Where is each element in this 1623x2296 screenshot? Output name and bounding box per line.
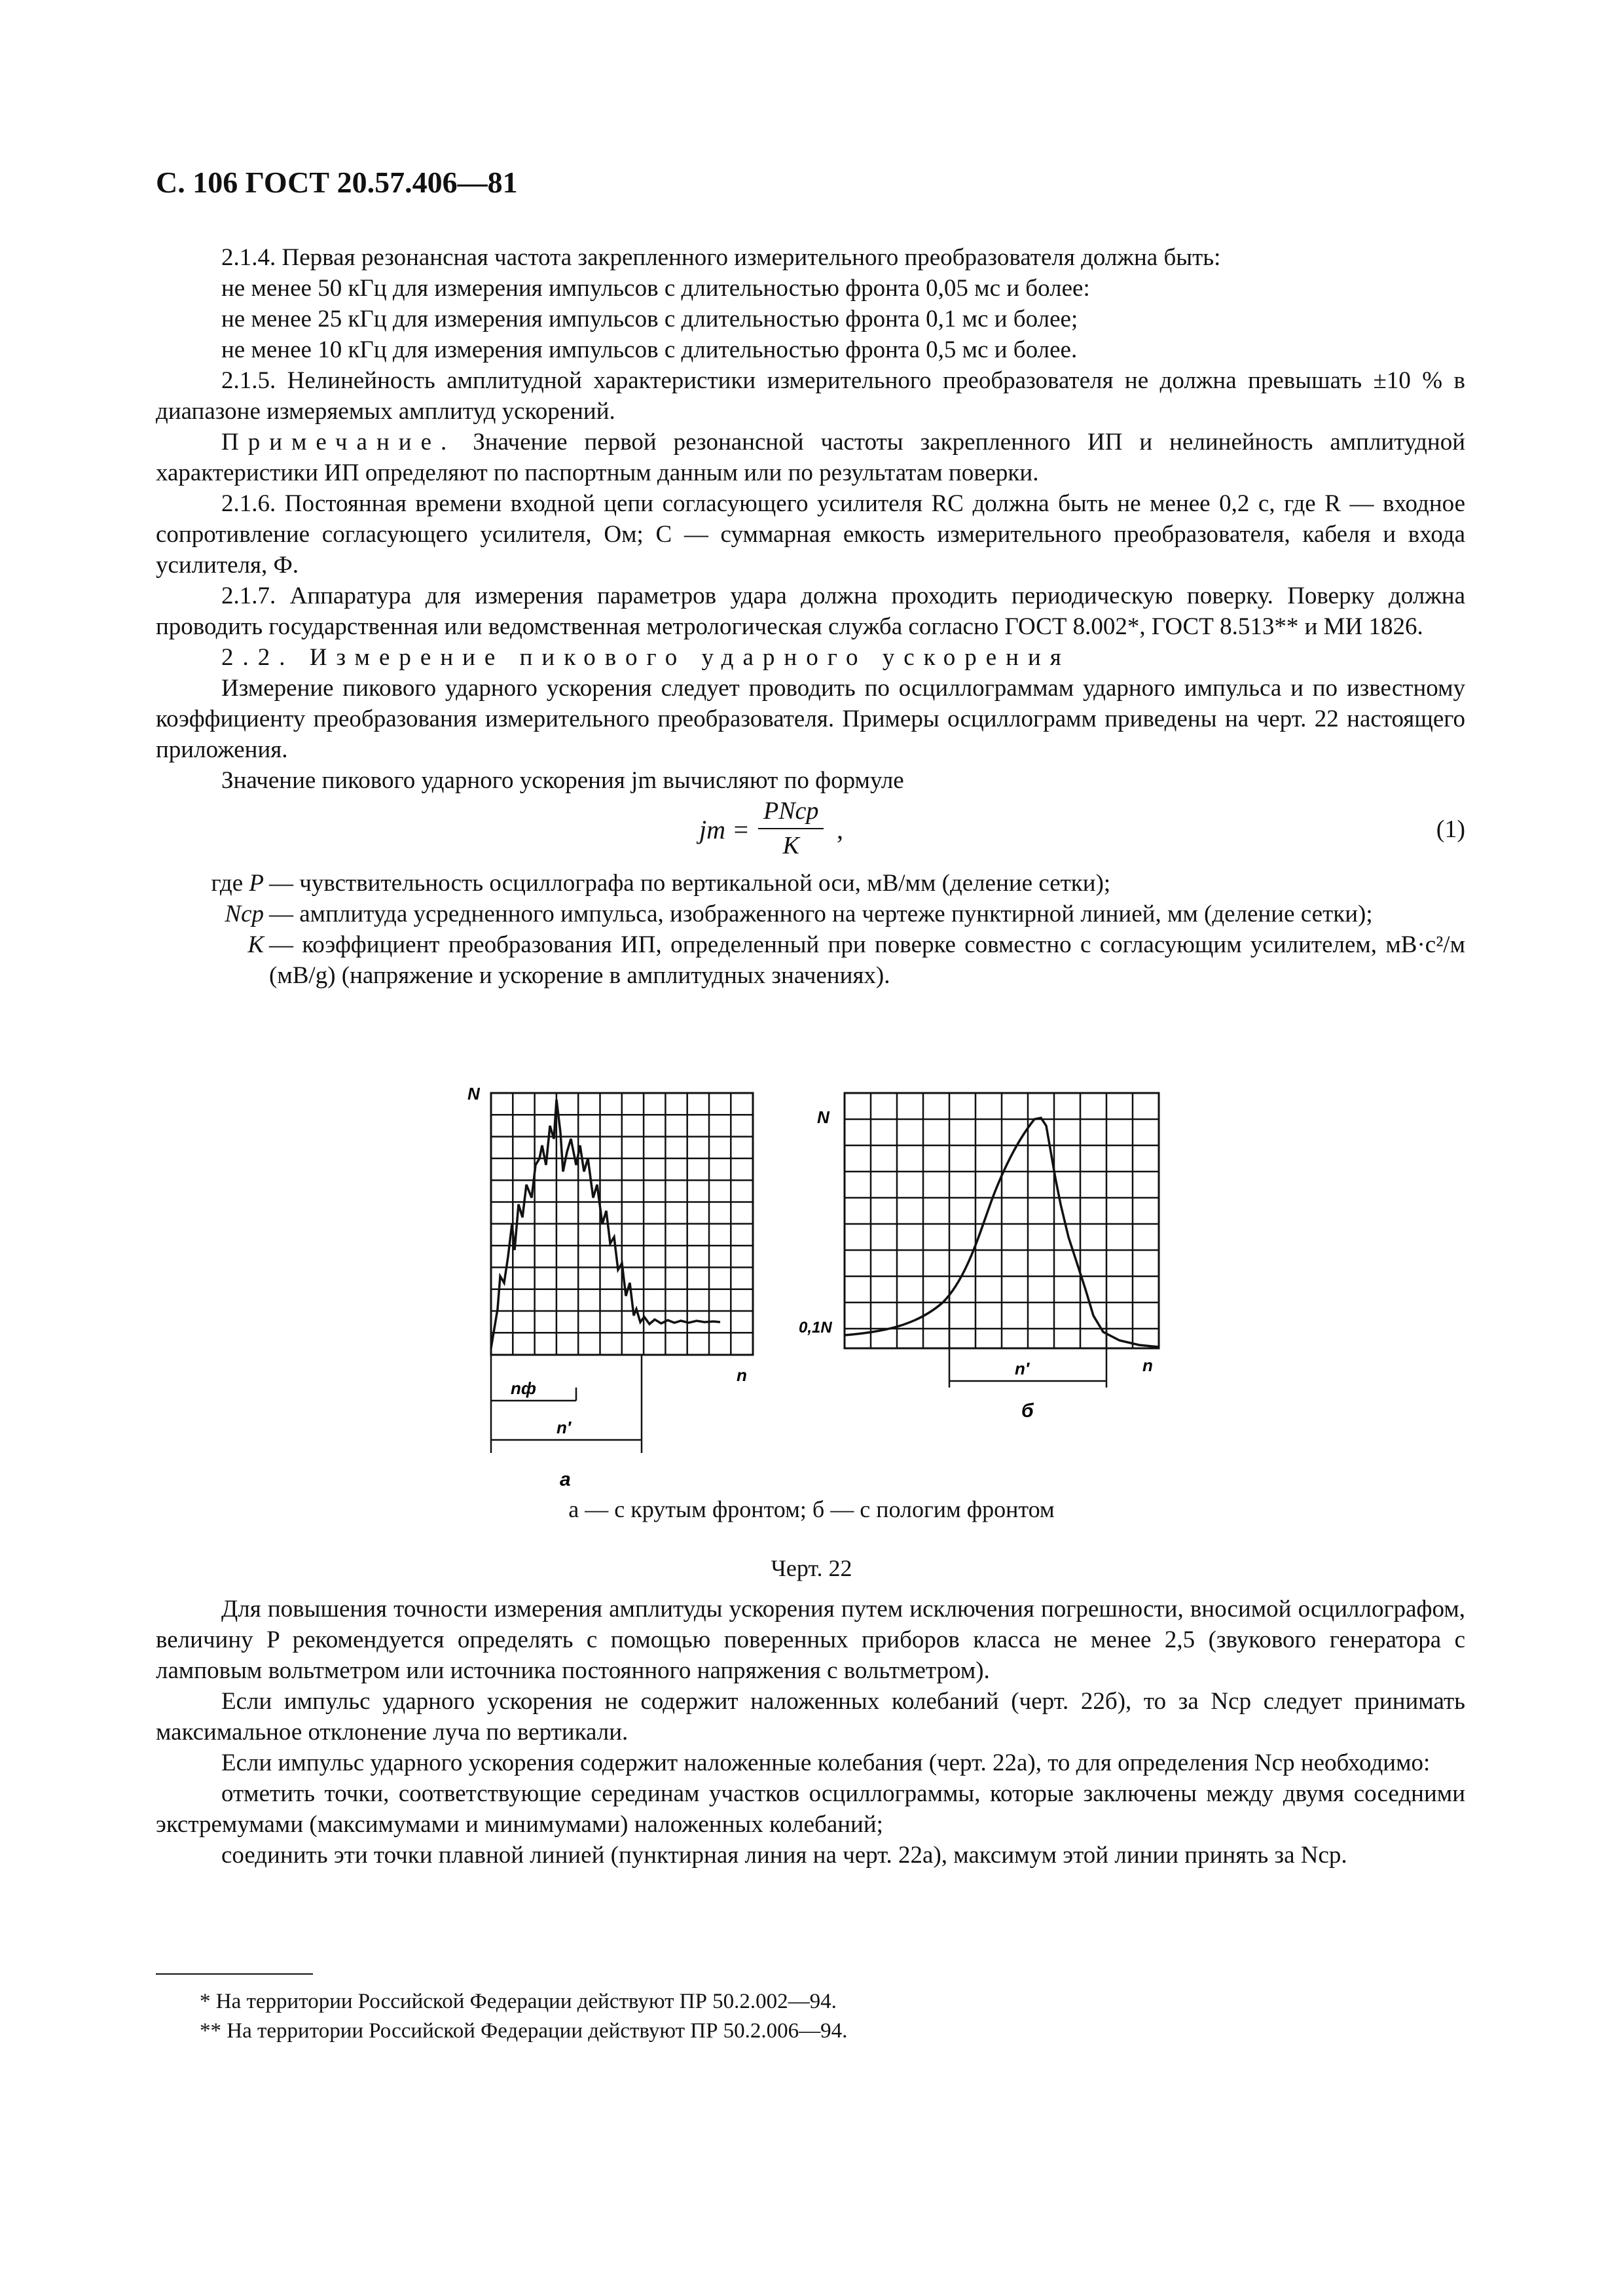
- formula-comma: ,: [837, 815, 843, 844]
- dimension-lines-a: [491, 1355, 642, 1453]
- oscillogram-a-xlabel: n: [737, 1365, 747, 1385]
- main-text: [156, 242, 1465, 991]
- section-heading: 2.2. Измерение пикового ударного ускорения: [221, 644, 1070, 671]
- figure-subcaption: а — с крутым фронтом; б — с пологим фронтом: [568, 1496, 1055, 1522]
- paragraph: Если импульс ударного ускорения содержит наложенные колебания (черт. 22а), то для определения Nср необходимо:: [221, 1749, 1431, 1776]
- oscillogram-a-tag: а: [560, 1469, 571, 1490]
- footnote-divider: [156, 1973, 313, 1975]
- nprime-label-b: n′: [1015, 1359, 1030, 1378]
- definition-text: — амплитуда усредненного импульса, изображенного на чертеже пунктирной линией, мм (деление сетки);: [269, 901, 1373, 927]
- oscillogram-a-grid: [491, 1093, 753, 1355]
- nf-label: nф: [511, 1378, 536, 1398]
- definition-symbol: где P: [211, 870, 264, 897]
- oscillogram-b-ylabel-low: 0,1N: [799, 1319, 832, 1336]
- formula-lhs: jm =: [699, 815, 750, 844]
- note-label: Примечание.: [221, 429, 456, 456]
- formula-number: (1): [1436, 816, 1465, 843]
- paragraph: Для повышения точности измерения амплитуды ускорения путем исключения погрешности, вносимой осциллографом, величину P рекомендуется определять с помощью поверенных приборов класса не менее 2,5 (звукового генератора с ламповым вольтметром или источника постоянного напряжения с вольтметром).: [156, 1596, 1465, 1684]
- definition-row: [156, 929, 1465, 991]
- paragraph: не менее 10 кГц для измерения импульсов с длительностью фронта 0,5 мс и более.: [221, 336, 1078, 363]
- oscillogram-b-xlabel: n: [1142, 1355, 1153, 1375]
- note-text: Значение первой резонансной частоты закрепленного ИП и нелинейность амплитудной характеристики ИП определяют по паспортным данным или по результатам поверки.: [156, 429, 1465, 486]
- formula-denominator: K: [782, 832, 799, 859]
- paragraph: отметить точки, соответствующие серединам участков осциллограммы, которые заключены между двумя соседними экстремумами (максимумами и минимумами) наложенных колебаний;: [156, 1780, 1465, 1838]
- paragraph: 2.1.6. Постоянная времени входной цепи согласующего усилителя RC должна быть не менее 0,2 с, где R — входное сопротивление согласующего усилителя, Ом; С — суммарная емкость измерительного преобразователя, кабеля и входа усилителя, Ф.: [156, 490, 1465, 579]
- definition-text: — чувствительность осциллографа по вертикальной оси, мВ/мм (деление сетки);: [269, 870, 1111, 897]
- paragraph: не менее 50 кГц для измерения импульсов с длительностью фронта 0,05 мс и более:: [221, 275, 1090, 302]
- formula-numerator: PNср: [758, 796, 824, 829]
- page-header: С. 106 ГОСТ 20.57.406—81: [156, 166, 518, 199]
- definitions-list: [156, 868, 1465, 991]
- oscillogram-a-ylabel: N: [467, 1084, 480, 1103]
- nprime-label-a: n′: [556, 1418, 572, 1437]
- text-after-figure: [156, 1594, 1465, 1871]
- oscillogram-b-tag: б: [1021, 1400, 1034, 1422]
- figure-caption: Черт. 22: [771, 1555, 852, 1581]
- paragraph: Значение пикового ударного ускорения jm вычисляют по формуле: [221, 767, 904, 794]
- paragraph: 2.1.4. Первая резонансная частота закрепленного измерительного преобразователя должна быть:: [221, 244, 1221, 271]
- footnote-1: * На территории Российской Федерации действуют ПР 50.2.002—94.: [200, 1990, 837, 2013]
- definition-row: [156, 899, 1465, 929]
- footnote-2: ** На территории Российской Федерации действуют ПР 50.2.006—94.: [200, 2019, 848, 2043]
- paragraph: Если импульс ударного ускорения не содержит наложенных колебаний (черт. 22б), то за Nср следует принимать максимальное отклонение луча по вертикали.: [156, 1688, 1465, 1746]
- oscillogram-b-grid: [845, 1093, 1159, 1348]
- formula-1: [156, 796, 1465, 868]
- paragraph: 2.1.7. Аппаратура для измерения параметров удара должна проходить периодическую поверку. Поверку должна проводить государственная или ведомственная метрологическая служба согласно ГОСТ 8.002*, ГОСТ 8.513** и МИ 1826.: [156, 583, 1465, 640]
- formula-fraction: [758, 796, 824, 861]
- note-paragraph: [156, 427, 1465, 488]
- definition-text: — коэффициент преобразования ИП, определенный при поверке совместно с согласующим усилителем, мВ·с²/м (мВ/g) (напряжение и ускорение в амплитудных значениях).: [269, 931, 1465, 989]
- paragraph: Измерение пикового ударного ускорения следует проводить по осциллограммам ударного импульса и по известному коэффициенту преобразования измерительного преобразователя. Примеры осциллограмм приведены на черт. 22 настоящего приложения.: [156, 675, 1465, 763]
- paragraph: не менее 25 кГц для измерения импульсов с длительностью фронта 0,1 мс и более;: [221, 306, 1078, 332]
- paragraph: соединить эти точки плавной линией (пунктирная линия на черт. 22а), максимум этой линии принять за Nср.: [221, 1842, 1347, 1869]
- definition-symbol: K: [247, 931, 264, 958]
- definition-row: [156, 868, 1465, 899]
- oscillogram-b-ylabel-top: N: [817, 1107, 830, 1127]
- paragraph: 2.1.5. Нелинейность амплитудной характеристики измерительного преобразователя не должна превышать ±10 % в диапазоне измеряемых амплитуд ускорений.: [156, 367, 1465, 425]
- definition-symbol: Nср: [225, 901, 264, 927]
